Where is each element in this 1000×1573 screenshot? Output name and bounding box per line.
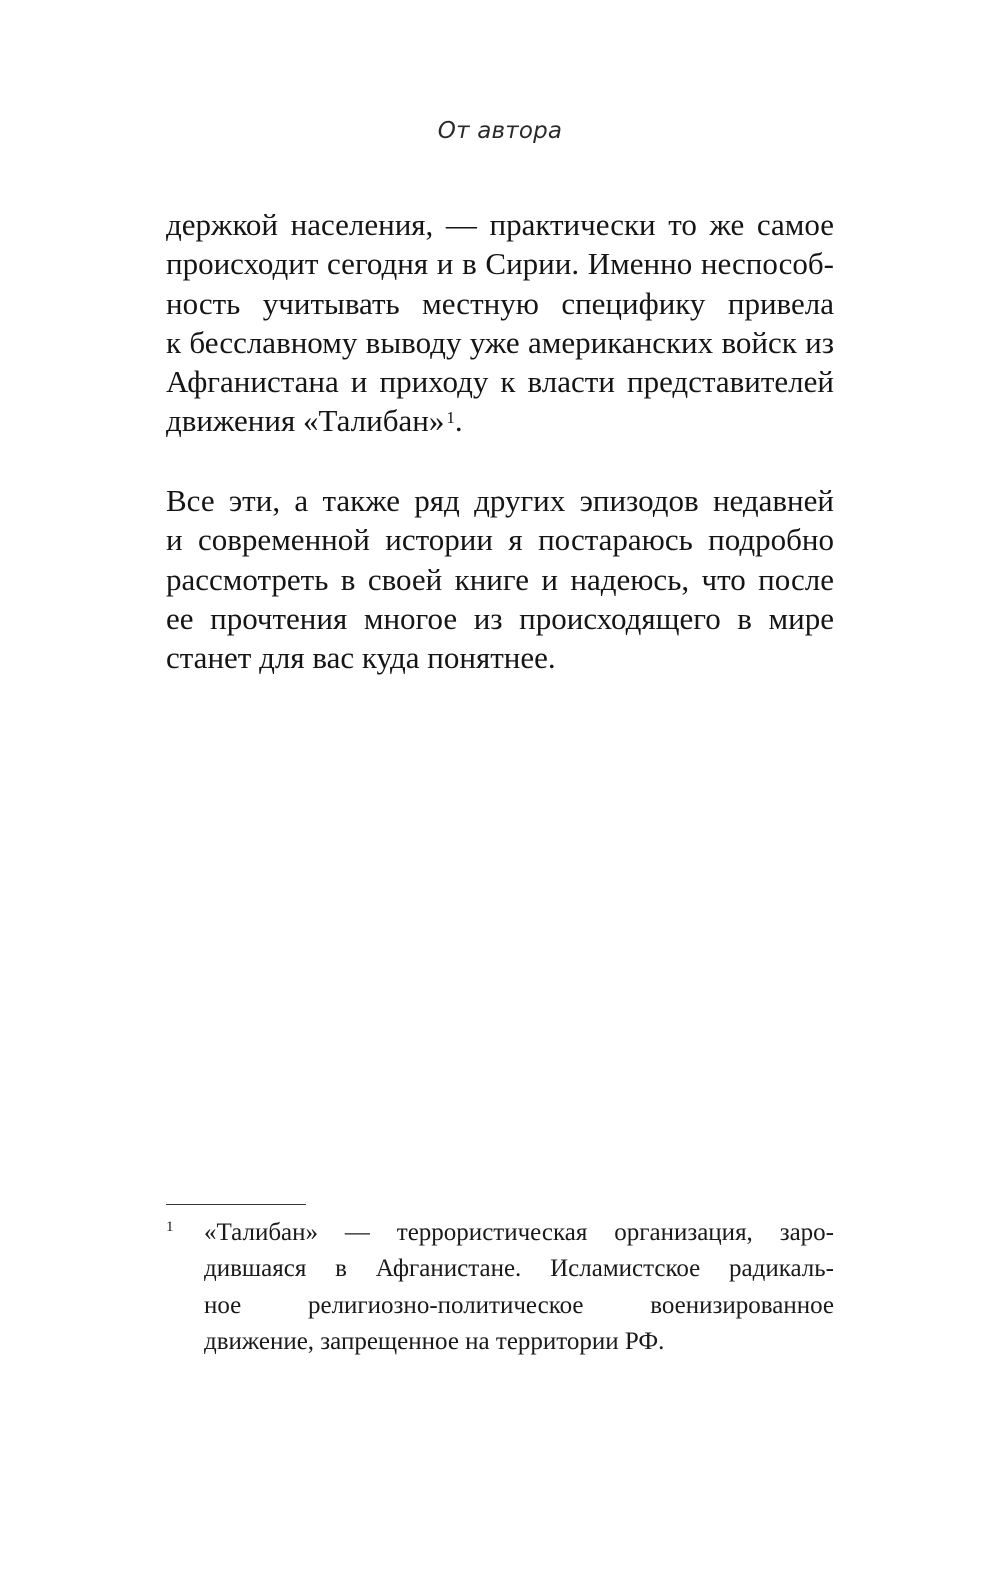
paragraph-line: ность учитывать местную специфику привела [166, 285, 834, 321]
footnote-line: движение, запрещенное на территории РФ. [204, 1327, 665, 1355]
running-head: От автора [437, 118, 563, 144]
paragraph-last-line [166, 401, 834, 440]
footnote-separator [166, 1204, 306, 1205]
footnote-mark: 1 [166, 1219, 174, 1235]
paragraph-2 [166, 481, 834, 677]
paragraph-line: ее прочтения многое из происходящего в мире [166, 600, 834, 636]
footnote-line: «Талибан» — террористическая организация, заро- [204, 1219, 834, 1246]
paragraph-line-tail: . [454, 403, 463, 439]
paragraph-line: держкой населения, — практически то же самое [166, 207, 834, 242]
footnote-line: дившаяся в Афганистане. Исламистское радикаль- [204, 1255, 834, 1283]
footnote-reference[interactable]: 1 [446, 408, 455, 428]
paragraph-line: рассмотреть в своей книге и надеюсь, что после [166, 561, 834, 597]
paragraph-line: к бесславному выводу уже американских войск из [166, 324, 834, 360]
paragraph-1 [166, 205, 834, 441]
paragraph-line: Все эти, а также ряд других эпизодов недавней [166, 483, 834, 518]
footnote-line: ное религиозно-политическое военизированное [204, 1291, 834, 1319]
paragraph-line: Афганистана и приходу к власти представителей [166, 364, 834, 400]
paragraph-line: станет для вас куда понятнее. [166, 640, 556, 676]
paragraph-line: происходит сегодня и в Сирии. Именно неспособ- [166, 246, 834, 282]
paragraph-line: и современной истории я постараюсь подробно [166, 522, 834, 558]
footnote-body [204, 1215, 834, 1360]
footnote [166, 1215, 834, 1360]
paragraph-line-text: движения «Талибан» [166, 403, 445, 439]
